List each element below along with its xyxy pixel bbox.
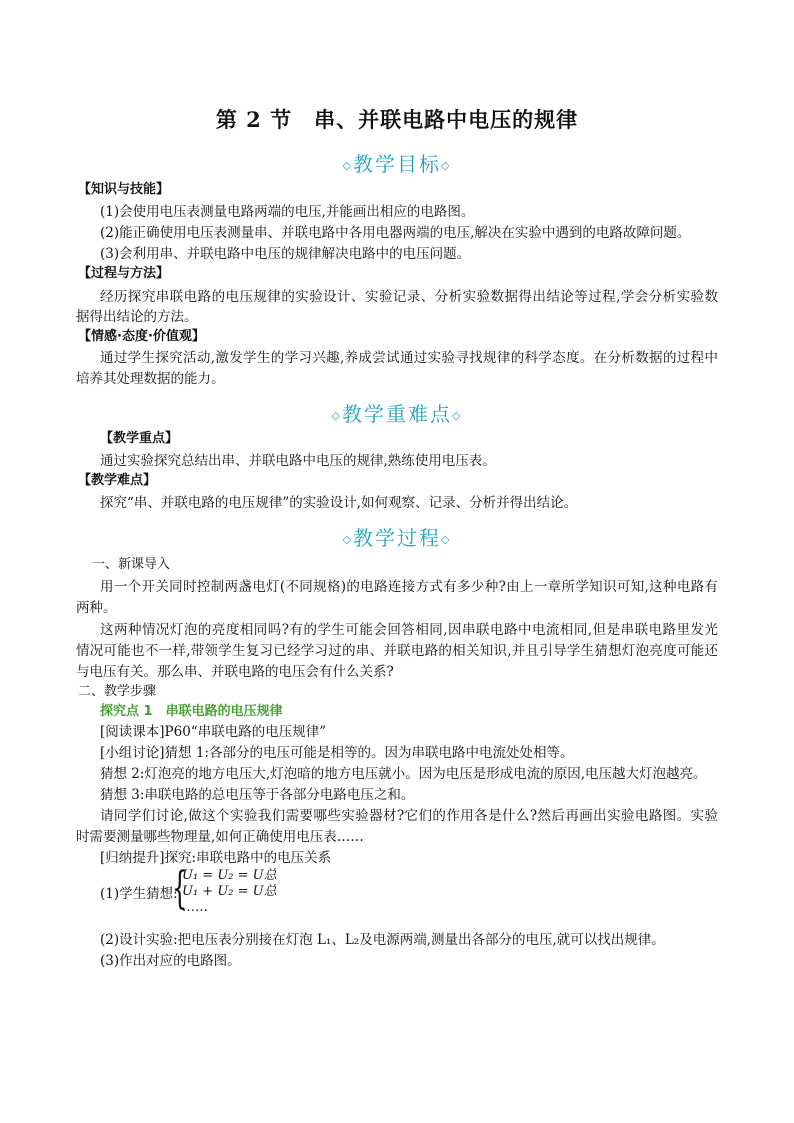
- paragraph: 用一个开关同时控制两盏电灯(不同规格)的电路连接方式有多少种?由上一章所学知识可知,这种电路有: [100, 579, 718, 595]
- diamond-icon: ◇: [452, 409, 463, 422]
- section-heading-goals: ◇教学目标◇: [342, 152, 452, 176]
- guess-label: (1)学生猜想:: [100, 886, 178, 902]
- steps-heading: 二、教学步骤: [78, 684, 157, 699]
- paragraph: 探究“串、并联电路的电压规律”的实验设计,如何观察、记录、分析并得出结论。: [100, 495, 578, 511]
- diamond-icon: ◇: [441, 159, 452, 172]
- intro-heading: 一、新课导入: [92, 557, 171, 572]
- knowledge-heading: 【知识与技能】: [78, 182, 170, 197]
- paragraph: 请同学们讨论,做这个实验我们需要哪些实验器材?它们的作用各是什么?然后再画出实验电路图。实验: [100, 808, 718, 824]
- focus-heading: 【教学重点】: [100, 431, 179, 446]
- paragraph: 情况可能也不一样,带领学生复习已经学习过的串、并联电路的相关知识,并且引导学生猜想灯泡亮度可能还: [76, 643, 718, 659]
- paragraph: 据得出结论的方法。: [76, 309, 198, 325]
- paragraph: 通过学生探究活动,激发学生的学习兴趣,养成尝试通过实验寻找规律的科学态度。在分析数据的过程中: [100, 350, 718, 366]
- difficulty-heading: 【教学难点】: [78, 473, 157, 488]
- equation-list: [182, 868, 277, 916]
- paragraph: 两种。: [76, 600, 117, 616]
- page-title: 第 2 节 串、并联电路中电压的规律: [215, 107, 579, 132]
- paragraph: (3)会利用串、并联电路中电压的规律解决电路中的电压问题。: [100, 246, 471, 262]
- paragraph: [小组讨论]猜想 1:各部分的电压可能是相等的。因为串联电路中电流处处相等。: [100, 745, 574, 761]
- section-heading-key: ◇教学重难点◇: [331, 402, 463, 426]
- section-heading-process: ◇教学过程◇: [342, 526, 452, 550]
- equation-2: U₁ + U₂ = U总: [182, 884, 277, 899]
- paragraph: 时需要测量哪些物理量,如何正确使用电压表……: [76, 829, 364, 845]
- brace-icon: {: [172, 863, 188, 914]
- paragraph: (2)能正确使用电压表测量串、并联电路中各用电器两端的电压,解决在实验中遇到的电路故障问题。: [100, 225, 691, 241]
- paragraph: 猜想 2:灯泡亮的地方电压大,灯泡暗的地方电压就小。因为电压是形成电流的原因,电压越大灯泡越亮。: [100, 766, 707, 782]
- paragraph: (1)会使用电压表测量电路两端的电压,并能画出相应的电路图。: [100, 204, 475, 220]
- inquiry-point-1: 探究点 1 串联电路的电压规律: [100, 704, 283, 719]
- paragraph: 通过实验探究总结出串、并联电路中电压的规律,熟练使用电压表。: [100, 453, 496, 469]
- paragraph: 与电压有关。那么串、并联电路的电压会有什么关系?: [76, 664, 394, 680]
- paragraph: [阅读课本]P60“串联电路的电压规律”: [100, 724, 327, 740]
- process-method-heading: 【过程与方法】: [78, 266, 170, 281]
- diamond-icon: ◇: [342, 159, 353, 172]
- equation-1: U₁ = U₂ = U总: [182, 868, 277, 883]
- paragraph: 经历探究串联电路的电压规律的实验设计、实验记录、分析实验数据得出结论等过程,学会分析实验数: [100, 289, 718, 305]
- emotion-heading: 【情感·态度·价值观】: [78, 329, 205, 344]
- diamond-icon: ◇: [441, 533, 452, 546]
- paragraph: (3)作出对应的电路图。: [100, 953, 241, 969]
- paragraph: 培养其处理数据的能力。: [76, 371, 225, 387]
- paragraph: 猜想 3:串联电路的总电压等于各部分电路电压之和。: [100, 787, 415, 803]
- paragraph: [归纳提升]探究:串联电路中的电压关系: [100, 850, 332, 866]
- diamond-icon: ◇: [331, 409, 342, 422]
- paragraph: (2)设计实验:把电压表分别接在灯泡 L₁、L₂及电源两端,测量出各部分的电压,就可以找出规律。: [100, 932, 665, 948]
- diamond-icon: ◇: [342, 533, 353, 546]
- equation-3: ……: [182, 900, 208, 915]
- paragraph: 这两种情况灯泡的亮度相同吗?有的学生可能会回答相同,因串联电路中电流相同,但是串联电路里发光: [100, 622, 718, 638]
